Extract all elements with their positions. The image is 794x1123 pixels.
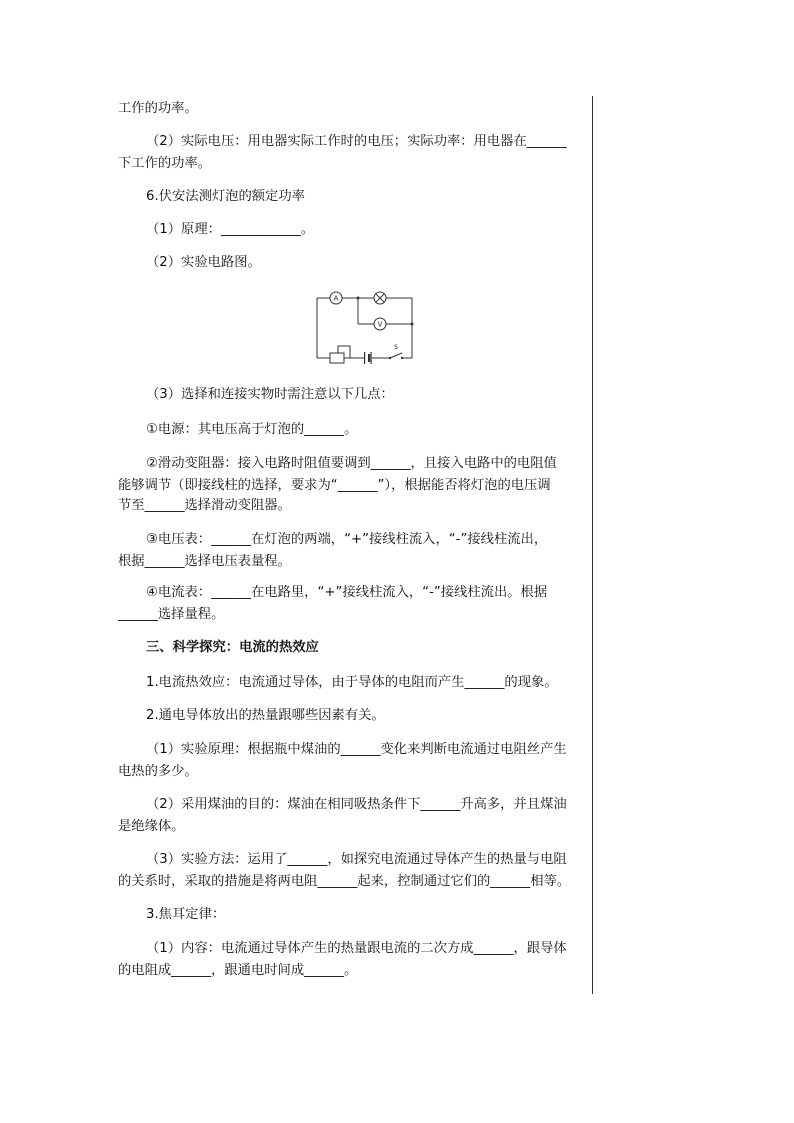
switch-label: S	[394, 344, 398, 351]
text-line: 根据______选择电压表量程。	[118, 554, 291, 569]
text-line: 1.电流热效应：电流通过导体，由于导体的电阻而产生______的现象。	[146, 675, 558, 690]
text-line: 电热的多少。	[118, 764, 198, 779]
text-line: ②滑动变阻器：接入电路时阻值要调到______，且接入电路中的电阻值	[146, 456, 557, 471]
text-line: 是绝缘体。	[118, 819, 185, 834]
text-line: （2）实际电压：用电器实际工作时的电压；实际功率：用电器在______	[146, 134, 567, 149]
text-line: （2）采用煤油的目的：煤油在相同吸热条件下______升高多，并且煤油	[146, 797, 567, 812]
text-line: （1）原理：____________。	[146, 222, 315, 237]
section-heading: 6.伏安法测灯泡的额定功率	[146, 189, 305, 204]
text-line: （3）实验方法：运用了______，如探究电流通过导体产生的热量与电阻	[146, 852, 567, 867]
text-line: 工作的功率。	[118, 101, 198, 116]
text-line: ①电源：其电压高于灯泡的______。	[146, 422, 358, 437]
text-line: 下工作的功率。	[118, 156, 212, 171]
voltmeter-icon: V	[377, 320, 383, 329]
text-line: ③电压表：______在灯泡的两端，“+”接线柱流入，“-”接线柱流出，	[146, 532, 548, 547]
text-line: 节至______选择滑动变阻器。	[118, 498, 291, 513]
text-line: ④电流表：______在电路里，“+”接线柱流入，“-”接线柱流出。根据	[146, 585, 548, 600]
circuit-diagram	[314, 290, 418, 364]
text-line: （3）选择和连接实物时需注意以下几点：	[146, 387, 394, 402]
text-line: 能够调节（即接线柱的选择，要求为“______”），根据能否将灯泡的电压调	[118, 478, 551, 493]
text-line: （1）实验原理：根据瓶中煤油的______变化来判断电流通过电阻丝产生	[146, 742, 567, 757]
text-line: （1）内容：电流通过导体产生的热量跟电流的二次方成______，跟导体	[146, 941, 567, 956]
text-line: 的电阻成______，跟通电时间成______。	[118, 963, 358, 978]
text-line: （2）实验电路图。	[146, 255, 261, 270]
ammeter-icon: A	[333, 294, 339, 303]
text-line: 的关系时，采取的措施是将两电阻______起来，控制通过它们的______相等。	[118, 874, 571, 889]
section-heading: 三、科学探究：电流的热效应	[146, 640, 319, 655]
text-line: ______选择量程。	[118, 607, 225, 622]
text-line: 2.通电导体放出的热量跟哪些因素有关。	[146, 708, 385, 723]
section-heading: 3.焦耳定律：	[146, 907, 226, 922]
